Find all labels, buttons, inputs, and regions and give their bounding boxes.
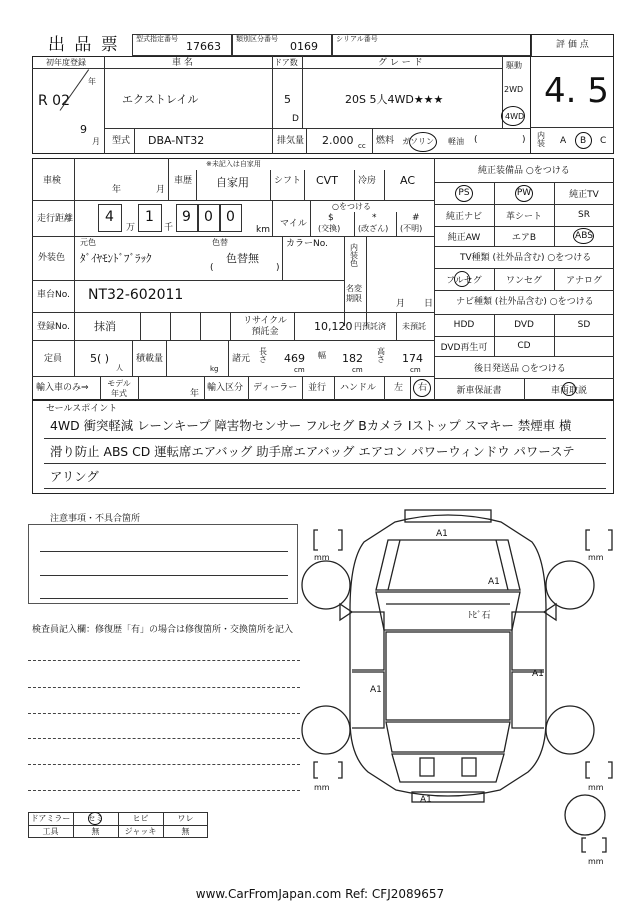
alter-label: (改ざん) bbox=[358, 224, 389, 233]
handle-left: 左 bbox=[394, 383, 404, 393]
docs-manual: 車両取説 bbox=[550, 385, 587, 396]
navi-cd: CD bbox=[517, 341, 531, 351]
mileage-circle-note: ○をつける bbox=[332, 202, 371, 211]
footer-reference: www.CarFromJapan.com Ref: CFJ2089657 bbox=[195, 887, 445, 901]
handle-right-circle bbox=[413, 379, 431, 397]
name-exp-label: 名変期限 bbox=[346, 284, 362, 304]
equip-abs: ABS bbox=[575, 231, 593, 241]
navi-title: ナビ種類 (社外品含む) ○をつける bbox=[456, 297, 594, 307]
damage-mark-front-bumper: A1 bbox=[436, 529, 448, 539]
length-value: 469 bbox=[284, 352, 305, 365]
interior-b: B bbox=[580, 136, 587, 146]
displacement-unit: cc bbox=[358, 142, 366, 150]
repaint-value: 色替無 bbox=[226, 252, 259, 265]
navi-hdd: HDD bbox=[453, 320, 475, 330]
form-title: 出 品 票 bbox=[48, 35, 120, 55]
type-value: DBA-NT32 bbox=[148, 134, 205, 147]
first-reg-era: R 02 bbox=[38, 93, 70, 109]
docs-manual-circle bbox=[562, 382, 576, 396]
inspection-label: 車検 bbox=[43, 176, 62, 186]
recycle-unit: 円預託済 bbox=[354, 322, 386, 331]
history-value: 自家用 bbox=[216, 176, 249, 189]
first-reg-label: 初年度登録 bbox=[46, 58, 86, 67]
caution-box bbox=[28, 524, 298, 604]
reg-label: 登録No. bbox=[37, 322, 70, 332]
drive-4wd-circle bbox=[501, 106, 525, 126]
tools-value: 無 bbox=[91, 827, 100, 836]
year-unit: 年 bbox=[88, 77, 96, 86]
navi-sd: SD bbox=[577, 320, 591, 330]
inspector-label: 検査員記入欄：修復歴「有」の場合は修復箇所・交換箇所を記入 bbox=[32, 625, 294, 635]
mm-label-2: mm bbox=[588, 553, 604, 562]
repaint-close-paren: ) bbox=[276, 263, 280, 273]
equip-navi: 純正ナビ bbox=[445, 211, 482, 222]
jack-value: 無 bbox=[181, 827, 190, 836]
ac-label: 冷房 bbox=[358, 176, 377, 186]
rating-label: 評 価 点 bbox=[556, 40, 589, 50]
handle-right: 右 bbox=[418, 383, 428, 393]
recycle-value: 10,120 bbox=[314, 320, 353, 333]
equip-title: 純正装備品 ○をつける bbox=[478, 166, 570, 176]
height-value: 174 bbox=[402, 352, 423, 365]
mirror-label: ドアミラー bbox=[30, 814, 71, 823]
month-unit: 月 bbox=[92, 137, 100, 146]
chassis-value: NT32-602011 bbox=[88, 287, 184, 303]
mileage-digit-1: 4 bbox=[105, 209, 114, 225]
mileage-sen: 千 bbox=[164, 223, 174, 233]
color-label: 外装色 bbox=[38, 253, 66, 263]
equip-ps: PS bbox=[458, 188, 470, 198]
fuel-gasoline-circle bbox=[409, 132, 437, 152]
unknown-sym: # bbox=[412, 213, 420, 223]
inspection-month-unit: 月 bbox=[156, 185, 166, 195]
exch-label: (交換) bbox=[318, 224, 341, 233]
import-label: 輸入車のみ⇒ bbox=[36, 383, 89, 393]
drive-label: 駆動 bbox=[506, 61, 522, 70]
interior-c: C bbox=[600, 136, 607, 146]
crack-label: ワレ bbox=[177, 814, 194, 823]
tools-label: 工具 bbox=[42, 827, 59, 836]
capacity-unit: 人 bbox=[116, 364, 123, 372]
serial-label: シリアル番号 bbox=[336, 35, 378, 43]
damage-mark-hood: A1 bbox=[488, 577, 500, 587]
grade-value: 20S 5人4WD★★★ bbox=[345, 93, 444, 106]
displacement-value: 2.000 bbox=[322, 134, 354, 147]
reg-value: 抹消 bbox=[94, 320, 116, 333]
mileage-digit-2: 1 bbox=[145, 209, 154, 225]
capacity-label: 定員 bbox=[44, 354, 63, 364]
car-name-label: 車 名 bbox=[172, 58, 193, 68]
mm-label-1: mm bbox=[314, 553, 330, 562]
equip-ps-circle bbox=[455, 185, 473, 202]
model-designation-label: 型式指定番号 bbox=[136, 35, 178, 43]
model-designation-value: 17663 bbox=[186, 40, 221, 53]
grade-label: グ レ ー ド bbox=[378, 58, 423, 68]
sales-line-2: 滑り防止 ABS CD 運転席エアバッグ 助手席エアバッグ エアコン パワーウィンドウ パワーステ bbox=[50, 444, 575, 459]
length-cm: cm bbox=[294, 366, 305, 374]
fuel-gasoline: ガソリン bbox=[402, 137, 434, 146]
unknown-label: (不明) bbox=[400, 224, 423, 233]
length-label: 長さ bbox=[259, 347, 267, 364]
fuel-label: 燃料 bbox=[376, 136, 395, 146]
mileage-digit-4: 0 bbox=[204, 209, 213, 225]
rating-value: 4. 5 bbox=[544, 71, 609, 111]
orig-color-label: 元色 bbox=[80, 238, 96, 247]
interior-grade-label: 内装 bbox=[537, 131, 545, 148]
tv-oneseg: ワンセグ bbox=[505, 275, 542, 286]
shift-value: CVT bbox=[316, 174, 338, 187]
docs-title: 後日発送品 ○をつける bbox=[474, 364, 566, 374]
fuel-light-open: ( bbox=[474, 135, 478, 145]
recycle-not: 未預託 bbox=[402, 322, 426, 331]
equip-leather: 革シート bbox=[505, 211, 542, 222]
chassis-label: 車台No. bbox=[37, 290, 70, 300]
mirror-value: セミ bbox=[87, 814, 104, 823]
ac-value: AC bbox=[400, 174, 416, 187]
width-value: 182 bbox=[342, 352, 363, 365]
load-unit: kg bbox=[210, 365, 219, 373]
car-damage-diagram bbox=[300, 500, 630, 870]
equip-aw: 純正AW bbox=[447, 232, 481, 243]
load-label: 積載量 bbox=[136, 354, 164, 364]
mileage-mile: マイル bbox=[280, 219, 307, 229]
shift-label: シフト bbox=[274, 176, 302, 186]
name-exp-day: 日 bbox=[424, 299, 434, 309]
doors-label: ドア数 bbox=[274, 58, 298, 67]
exch-sym: $ bbox=[328, 213, 334, 223]
import-dealer: ディーラー bbox=[253, 383, 298, 393]
width-label: 幅 bbox=[318, 351, 326, 360]
name-exp-month: 月 bbox=[396, 299, 406, 309]
equip-sr: SR bbox=[578, 210, 590, 220]
scratch-label: ヒビ bbox=[132, 814, 149, 823]
equip-pw-circle bbox=[515, 185, 533, 202]
interior-color-label: 内装色 bbox=[350, 243, 358, 268]
displacement-label: 排気量 bbox=[277, 136, 305, 146]
mileage-km: km bbox=[256, 225, 270, 235]
recycle-label: リサイクル預託金 bbox=[243, 316, 287, 337]
equip-pw: PW bbox=[516, 188, 532, 198]
door-type: D bbox=[292, 114, 299, 124]
mm-label-3: mm bbox=[314, 783, 330, 792]
sales-line-3: アリング bbox=[50, 469, 99, 484]
category-value: 0169 bbox=[290, 40, 318, 53]
category-label: 類別区分番号 bbox=[236, 35, 278, 43]
height-cm: cm bbox=[410, 366, 421, 374]
repaint-label: 色替 bbox=[212, 238, 228, 247]
import-type-label: 輸入区分 bbox=[207, 383, 244, 393]
color-no-label: カラーNo. bbox=[286, 239, 328, 249]
repaint-open-paren: ( bbox=[210, 263, 214, 273]
tv-fullseg-circle bbox=[454, 271, 470, 287]
car-name-value: エクストレイル bbox=[122, 93, 199, 106]
navi-dvd-play: DVD再生可 bbox=[440, 342, 488, 353]
history-note: ※未記入は自家用 bbox=[206, 160, 261, 168]
mm-label-5: mm bbox=[588, 857, 604, 866]
import-parallel: 並行 bbox=[308, 383, 327, 393]
mm-label-4: mm bbox=[588, 783, 604, 792]
model-year-label: モデル年式 bbox=[107, 379, 131, 398]
width-cm: cm bbox=[352, 366, 363, 374]
capacity-value: 5( ) bbox=[90, 352, 110, 365]
navi-dvd: DVD bbox=[514, 320, 534, 330]
mileage-man: 万 bbox=[126, 223, 136, 233]
damage-mark-rear-bumper: A1 bbox=[420, 795, 432, 805]
history-label: 車歴 bbox=[174, 176, 193, 186]
handle-label: ハンドル bbox=[340, 383, 377, 393]
jack-label: ジャッキ bbox=[124, 827, 157, 836]
damage-mark-windshield: ﾄﾋﾞ石 bbox=[468, 611, 491, 621]
damage-mark-right-door: A1 bbox=[532, 669, 544, 679]
sales-label: セールスポイント bbox=[46, 404, 118, 414]
mileage-digit-3: 9 bbox=[182, 209, 191, 225]
doors-value: 5 bbox=[284, 93, 291, 106]
tv-title: TV種類 (社外品含む) ○をつける bbox=[460, 253, 592, 263]
drive-4wd: 4WD bbox=[505, 112, 525, 121]
mileage-digit-5: 0 bbox=[226, 209, 235, 225]
drive-2wd: 2WD bbox=[504, 85, 524, 94]
caution-label: 注意事項・不具合箇所 bbox=[50, 514, 141, 524]
inspection-year-unit: 年 bbox=[112, 185, 122, 195]
equip-abs-circle bbox=[573, 228, 594, 244]
model-year-unit: 年 bbox=[190, 389, 200, 399]
mirror-value-circle bbox=[88, 812, 102, 825]
alter-sym: * bbox=[372, 213, 377, 223]
type-label: 型式 bbox=[112, 136, 131, 146]
sales-line-1: 4WD 衝突軽減 レーンキープ 障害物センサー フルセグ Bカメラ Iストップ スマキー 禁煙車 横 bbox=[50, 418, 572, 433]
fuel-light-label: 軽油 bbox=[448, 137, 464, 146]
first-reg-month: 9 bbox=[80, 123, 87, 136]
equip-airbag: エアB bbox=[511, 232, 537, 243]
docs-warranty: 新車保証書 bbox=[456, 385, 502, 396]
tv-fullseg: フルセグ bbox=[446, 275, 482, 286]
tv-analog: アナログ bbox=[565, 275, 602, 286]
equip-tv: 純正TV bbox=[569, 189, 599, 200]
fuel-light-close: ) bbox=[522, 135, 526, 145]
mileage-label: 走行距離 bbox=[37, 214, 74, 224]
interior-a: A bbox=[560, 136, 567, 146]
damage-mark-left-door: A1 bbox=[370, 685, 382, 695]
exterior-color: ﾀﾞｲﾔﾓﾝﾄﾞﾌﾞﾗｯｸ bbox=[80, 252, 152, 265]
interior-b-circle bbox=[575, 132, 592, 149]
dims-label: 諸元 bbox=[232, 354, 251, 364]
height-label: 高さ bbox=[377, 347, 385, 364]
